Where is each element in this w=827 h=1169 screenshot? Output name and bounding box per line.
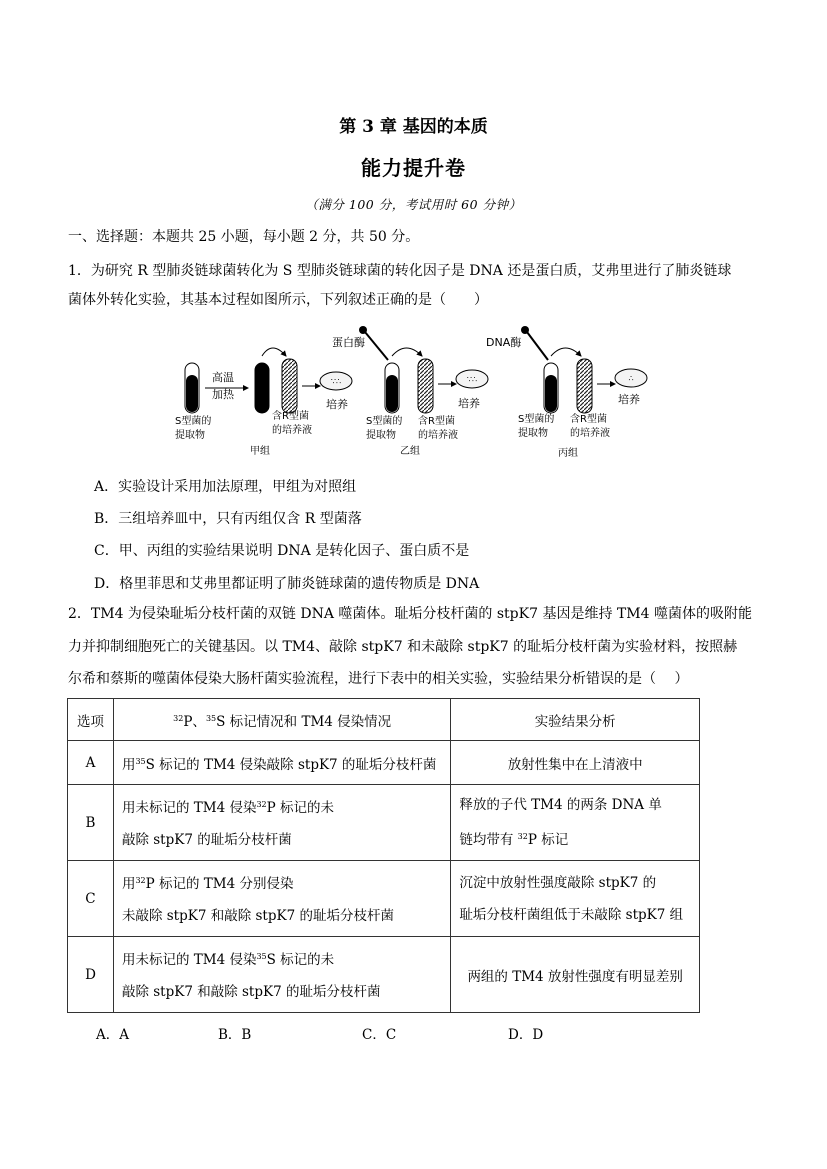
dropper xyxy=(527,332,548,360)
label-extract: S型菌的 xyxy=(518,414,555,425)
row-label: B xyxy=(68,785,114,861)
row-condition: 用未标记的 TM4 侵染$^{35}$S 标记的未 敲除 stpK7 和敲除 stpK7 的耻垢分枝杆菌 xyxy=(113,937,450,1013)
tube-fill xyxy=(386,375,398,412)
row-result: 放射性集中在上清液中 xyxy=(451,741,700,785)
label-extract2: 提取物 xyxy=(175,430,205,441)
dropper-bulb xyxy=(359,326,367,334)
row-result: 释放的子代 TM4 的两条 DNA 单 链均带有 $^{32}$P 标记 xyxy=(451,785,700,861)
q1-stem-line1: 1．为研究 R 型肺炎链球菌转化为 S 型肺炎链球菌的转化因子是 DNA 还是蛋白质，艾弗里进行了肺炎链球 xyxy=(68,263,732,279)
q2-stem-line3: 尔希和蔡斯的噬菌体侵染大肠杆菌实验流程，进行下表中的相关实验，实验结果分析错误的是（ ） xyxy=(68,671,689,687)
q1-stem-line2: 菌体外转化实验，其基本过程如图所示，下列叙述正确的是（ ） xyxy=(68,292,488,308)
group-yi xyxy=(332,326,488,457)
row-condition: 用未标记的 TM4 侵染$^{32}$P 标记的未 敲除 stpK7 的耻垢分枝杆菌 xyxy=(113,785,450,861)
label-heat: 高温 xyxy=(212,371,234,384)
page-title: 能力提升卷 xyxy=(361,156,466,180)
label-extract2: 提取物 xyxy=(518,428,548,439)
label-rmedium: 含R型菌 xyxy=(570,414,607,425)
label-rmedium2: 的培养液 xyxy=(418,430,458,441)
q2-answer-c: C．C xyxy=(362,1027,397,1043)
label-heat2: 加热 xyxy=(212,388,234,401)
label-culture: 培养 xyxy=(458,397,480,410)
tube-fill xyxy=(545,375,557,412)
q1-option-b: B．三组培养皿中，只有丙组仅含 R 型菌落 xyxy=(94,511,362,527)
colonies: ∵∴ xyxy=(330,377,342,386)
section-heading: 一、选择题：本题共 25 小题，每小题 2 分，共 50 分。 xyxy=(68,229,420,245)
label-group-bing: 丙组 xyxy=(558,448,578,459)
tube-r-medium xyxy=(282,359,297,413)
dropper xyxy=(365,332,388,360)
label-group-jia: 甲组 xyxy=(250,446,270,457)
q2-table xyxy=(67,698,700,1013)
colonies: ∵∴ xyxy=(466,375,478,384)
row-condition: 用$^{35}$S 标记的 TM4 侵染敲除 stpK7 的耻垢分枝杆菌 xyxy=(113,741,450,785)
transfer-arrow xyxy=(392,348,422,356)
table-row xyxy=(68,861,700,937)
row-label: D xyxy=(68,937,114,1013)
transfer-arrow xyxy=(262,348,286,356)
q2-stem-line1: 2．TM4 为侵染耻垢分枝杆菌的双链 DNA 噬菌体。耻垢分枝杆菌的 stpK7 基因是维持 TM4 噬菌体的吸附能 xyxy=(68,606,752,622)
label-group-yi: 乙组 xyxy=(400,446,420,457)
tube-r-medium xyxy=(577,359,592,413)
q2-answer-d: D．D xyxy=(508,1027,544,1043)
table-row xyxy=(68,937,700,1013)
header-result: 实验结果分析 xyxy=(451,699,700,741)
tube-fill xyxy=(186,375,198,412)
tube-heated xyxy=(255,363,269,413)
q2-answer-b: B．B xyxy=(218,1027,252,1043)
label-rmedium: 含R型菌 xyxy=(272,411,309,422)
label-culture: 培养 xyxy=(326,398,348,411)
label-rmedium2: 的培养液 xyxy=(272,425,312,436)
q1-option-d: D．格里菲思和艾弗里都证明了肺炎链球菌的遗传物质是 DNA xyxy=(94,576,480,592)
row-result: 沉淀中放射性强度敲除 stpK7 的 耻垢分枝杆菌组低于未敲除 stpK7 组 xyxy=(451,861,700,937)
label-culture: 培养 xyxy=(618,393,640,406)
q1-option-a: A．实验设计采用加法原理，甲组为对照组 xyxy=(94,479,357,495)
label-rmedium: 含R型菌 xyxy=(418,416,455,427)
q2-answer-a: A．A xyxy=(96,1027,129,1043)
header-option: 选项 xyxy=(68,699,114,741)
label-extract2: 提取物 xyxy=(366,430,396,441)
transfer-arrow xyxy=(551,348,581,356)
label-rmedium2: 的培养液 xyxy=(570,428,610,439)
group-bing xyxy=(486,326,647,459)
table-header-row xyxy=(68,699,700,741)
q2-stem-line2: 力并抑制细胞死亡的关键基因。以 TM4、敲除 stpK7 和未敲除 stpK7 的耻垢分枝杆菌为实验材料，按照赫 xyxy=(68,639,738,655)
label-protease: 蛋白酶 xyxy=(332,336,365,349)
table-row xyxy=(68,741,700,785)
group-jia xyxy=(175,348,352,457)
experiment-figure xyxy=(160,326,660,466)
row-label: C xyxy=(68,861,114,937)
q1-option-c: C．甲、丙组的实验结果说明 DNA 是转化因子、蛋白质不是 xyxy=(94,543,470,559)
table-row xyxy=(68,785,700,861)
dropper-bulb xyxy=(521,326,529,334)
colonies: ∴ xyxy=(628,374,634,383)
row-condition: 用$^{32}$P 标记的 TM4 分别侵染 未敲除 stpK7 和敲除 stpK7 的耻垢分枝杆菌 xyxy=(113,861,450,937)
chapter-title: 第 3 章 基因的本质 xyxy=(339,117,488,137)
tube-r-medium xyxy=(418,359,433,413)
label-extract: S型菌的 xyxy=(175,416,212,427)
label-extract: S型菌的 xyxy=(366,416,403,427)
exam-info: （满分 100 分，考试用时 60 分钟） xyxy=(305,197,522,212)
row-label: A xyxy=(68,741,114,785)
row-result: 两组的 TM4 放射性强度有明显差别 xyxy=(451,937,700,1013)
header-condition: $^{32}$P、$^{35}$S 标记情况和 TM4 侵染情况 xyxy=(113,699,450,741)
label-dnase: DNA酶 xyxy=(486,336,522,349)
